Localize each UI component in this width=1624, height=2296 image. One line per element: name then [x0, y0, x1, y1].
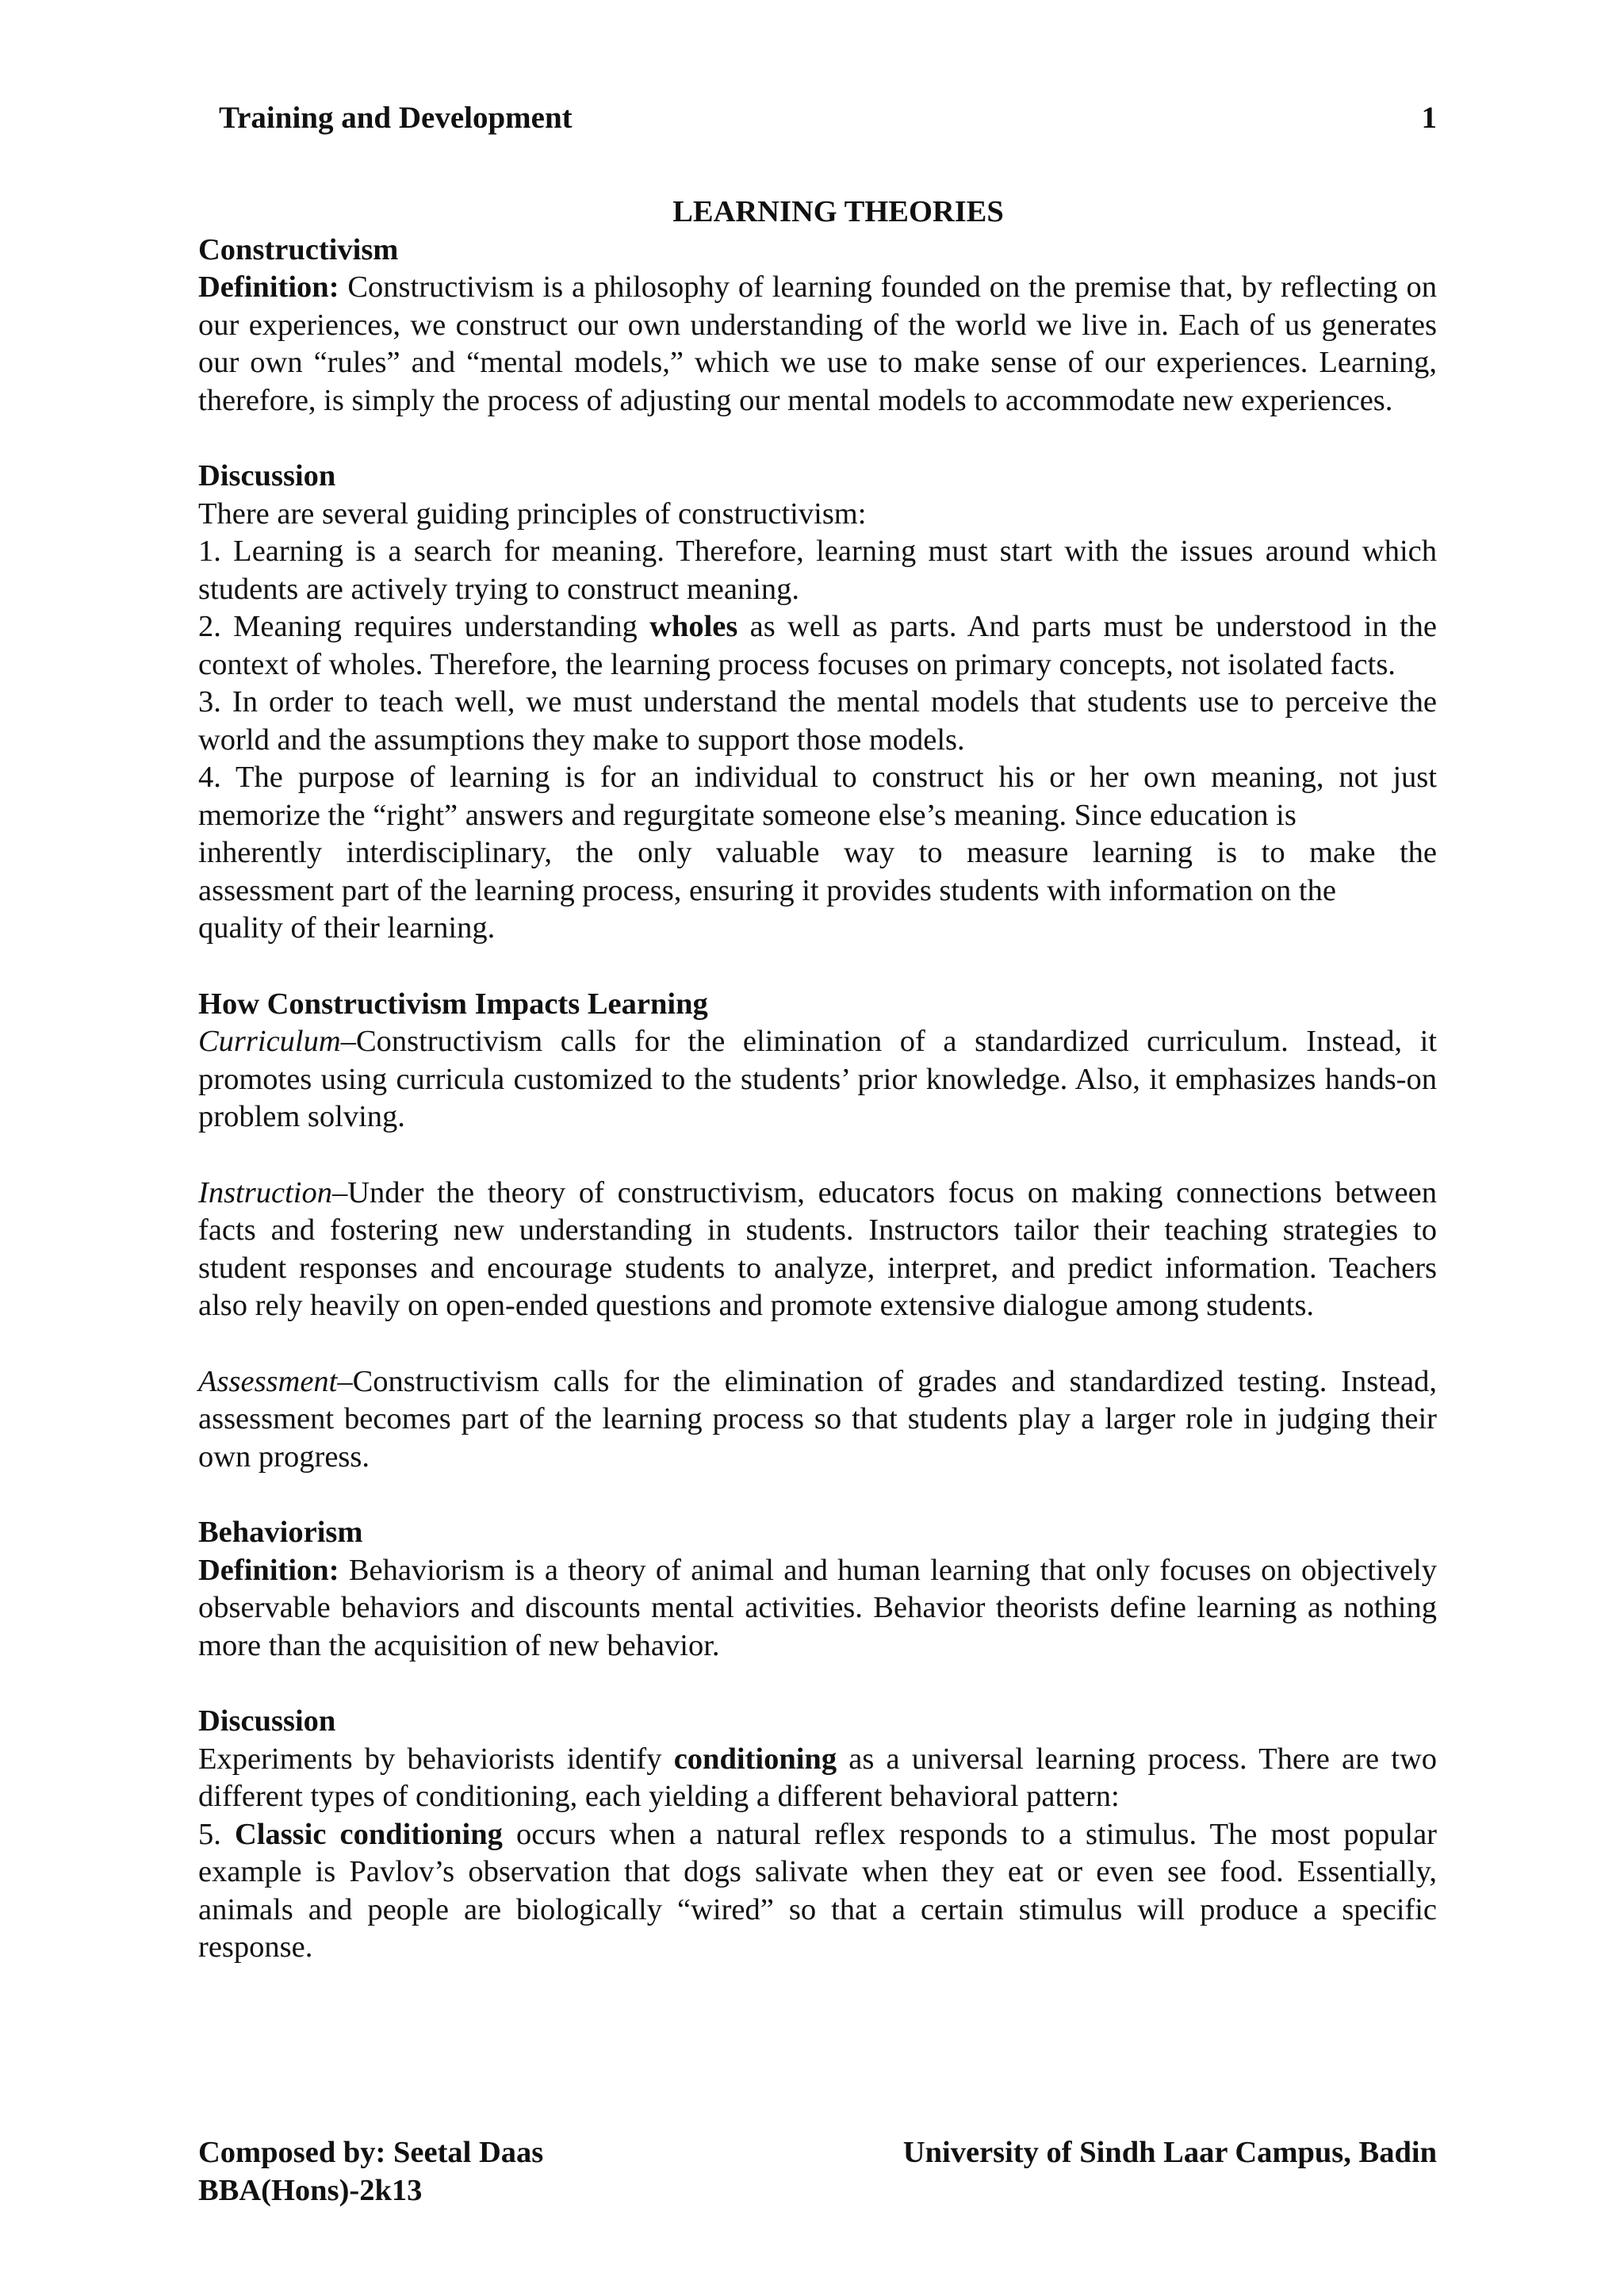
- principle-4-line: inherently interdisciplinary, the only valuable way to measure learning is to make the: [198, 836, 1437, 869]
- behaviorism-discussion: [198, 1741, 1437, 1816]
- spacer: [198, 1665, 1437, 1703]
- principle-4: [198, 759, 1437, 948]
- instruction-paragraph: [198, 1175, 1437, 1325]
- footer-university: University of Sindh Laar Campus, Badin: [902, 2136, 1437, 2169]
- principle-2-text-end: as well as parts. And parts must be understood in the context of wholes. Therefore, the learning process focuses on primary concepts, not isolated facts.: [198, 610, 1437, 681]
- curriculum-text: –Constructivism calls for the elimination of a standardized curriculum. Instead, it promotes using curricula customized to the students’ prior knowledge. Also, it emphasizes hands-on problem solving.: [198, 1025, 1437, 1133]
- document-title: LEARNING THEORIES: [672, 195, 1004, 228]
- header-title: Training and Development: [219, 101, 573, 135]
- principle-2-text: 2. Meaning requires understanding: [198, 610, 650, 643]
- principle-4-line: assessment part of the learning process, ensuring it provides students with information on the: [198, 873, 1336, 907]
- section-heading-impacts: How Constructivism Impacts Learning: [198, 987, 708, 1021]
- page-footer: [198, 2133, 1437, 2210]
- definition-label: Definition:: [198, 270, 339, 304]
- footer-composed-by: Composed by: Seetal Daas: [198, 2136, 544, 2169]
- principle-4-line: 4. The purpose of learning is for an individual to construct his or her own meaning, not just: [198, 761, 1437, 794]
- spacer: [198, 948, 1437, 986]
- behaviorism-definition: [198, 1552, 1437, 1665]
- spacer: [198, 1476, 1437, 1514]
- definition-text: Constructivism is a philosophy of learning founded on the premise that, by reflecting on our experiences, we construct our own understanding of the world we live in. Each of us generates our own “rules” and “mental models,” which we use to make sense of our experiences. Learning, therefore, is simply the process of adjusting our mental models to accommodate new experiences.: [198, 270, 1437, 417]
- instruction-text: –Under the theory of constructivism, educators focus on making connections between facts and fostering new understanding in students. Instructors tailor their teaching strategies to student responses and encourage students to analyze, interpret, and predict information. Teachers also rely heavily on open-ended questions and promote extensive dialogue among students.: [198, 1175, 1437, 1322]
- assessment-label: Assessment: [198, 1364, 338, 1398]
- principle-5-bold: Classic conditioning: [234, 1817, 503, 1851]
- section-heading-discussion: Discussion: [198, 459, 336, 493]
- principle-5-number: 5.: [198, 1817, 235, 1851]
- section-heading-behaviorism: Behaviorism: [198, 1516, 363, 1549]
- principle-4-line: memorize the “right” answers and regurgitate someone else’s meaning. Since education is: [198, 798, 1297, 832]
- principle-4-line: quality of their learning.: [198, 911, 496, 945]
- assessment-paragraph: [198, 1363, 1437, 1477]
- principle-5: [198, 1816, 1437, 1967]
- definition-label: Definition:: [198, 1553, 339, 1587]
- curriculum-label: Curriculum: [198, 1025, 341, 1058]
- curriculum-paragraph: [198, 1023, 1437, 1137]
- section-heading-constructivism: Constructivism: [198, 232, 399, 266]
- page-number: 1: [1421, 101, 1437, 135]
- footer-class: BBA(Hons)-2k13: [198, 2174, 423, 2207]
- section-heading-discussion: Discussion: [198, 1704, 336, 1738]
- principle-5-text: occurs when a natural reflex responds to a stimulus. The most popular example is Pavlov’s observation that dogs salivate when they eat or even see food. Essentially, animals and people are biologically “wired” so that a certain stimulus will produce a specific response.: [198, 1817, 1438, 1964]
- page-header: [219, 100, 1437, 140]
- principle-3: 3. In order to teach well, we must understand the mental models that students use to perceive the world and the assumptions they make to support those models.: [198, 685, 1437, 757]
- discussion-bold: conditioning: [673, 1742, 837, 1776]
- spacer: [198, 1325, 1437, 1363]
- principle-1: 1. Learning is a search for meaning. Therefore, learning must start with the issues around which students are actively trying to construct meaning.: [198, 535, 1437, 606]
- definition-text: Behaviorism is a theory of animal and human learning that only focuses on objectively observable behaviors and discounts mental activities. Behavior theorists define learning as nothing more than the acquisition of new behavior.: [198, 1553, 1437, 1662]
- principle-2-bold: wholes: [649, 610, 738, 643]
- discussion-text-end: as a universal learning process. There are two different types of conditioning, each yielding a different behavioral pattern:: [198, 1742, 1438, 1813]
- discussion-intro: There are several guiding principles of constructivism:: [198, 496, 867, 531]
- document-body: [198, 194, 1437, 1967]
- discussion-text: Experiments by behaviorists identify: [198, 1742, 674, 1776]
- spacer: [198, 1137, 1437, 1175]
- assessment-text: –Constructivism calls for the elimination of grades and standardized testing. Instead, assessment becomes part of the learning process so that students play a larger role in judging their own progress.: [198, 1364, 1437, 1474]
- constructivism-definition: [198, 269, 1437, 420]
- spacer: [198, 420, 1437, 458]
- instruction-label: Instruction: [198, 1175, 332, 1209]
- principle-2: [198, 608, 1437, 684]
